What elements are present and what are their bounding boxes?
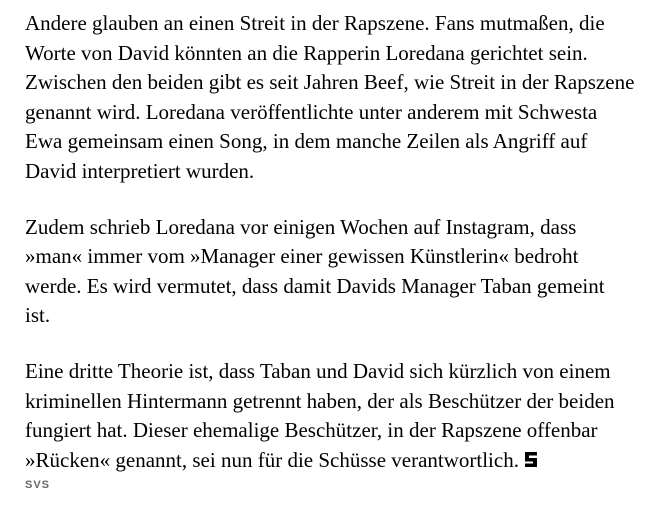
text-line: »man« immer vom »Manager einer gewissen Künstlerin« bedroht	[25, 244, 579, 269]
text-line: Eine dritte Theorie ist, dass Taban und David sich kürzlich von einem	[25, 358, 611, 383]
paragraph-3	[25, 357, 654, 475]
text-line: genannt wird. Loredana veröffentlichte unter anderem mit Schwesta	[25, 99, 598, 124]
text-line	[25, 446, 654, 476]
text-line: Ewa gemeinsam einen Song, in dem manche Zeilen als Angriff auf	[25, 129, 588, 154]
text-line: David interpretiert wurden.	[25, 158, 255, 183]
text-line: Zwischen den beiden gibt es seit Jahren Beef, wie Streit in der Rapszene	[25, 70, 635, 95]
text-line: Zudem schrieb Loredana vor einigen Wochen auf Instagram, dass	[25, 214, 577, 239]
spiegel-end-icon	[525, 452, 537, 467]
paragraph-2	[25, 213, 654, 331]
text-line: werde. Es wird vermutet, dass damit Davids Manager Taban gemeint	[25, 273, 605, 298]
text-line: ist.	[25, 303, 51, 328]
paragraph-1	[25, 9, 654, 187]
author-code: SVS	[25, 479, 51, 492]
text-line: Worte von David könnten an die Rapperin Loredana gerichtet sein.	[25, 40, 588, 65]
text-line: fungiert hat. Dieser ehemalige Beschützer, in der Rapszene offenbar	[25, 418, 598, 443]
text-line-content: »Rücken« genannt, sei nun für die Schüsse verantwortlich.	[25, 447, 519, 472]
text-line: kriminellen Hintermann getrennt haben, der als Beschützer der beiden	[25, 388, 615, 413]
text-line: Andere glauben an einen Streit in der Rapszene. Fans mutmaßen, die	[25, 11, 605, 35]
